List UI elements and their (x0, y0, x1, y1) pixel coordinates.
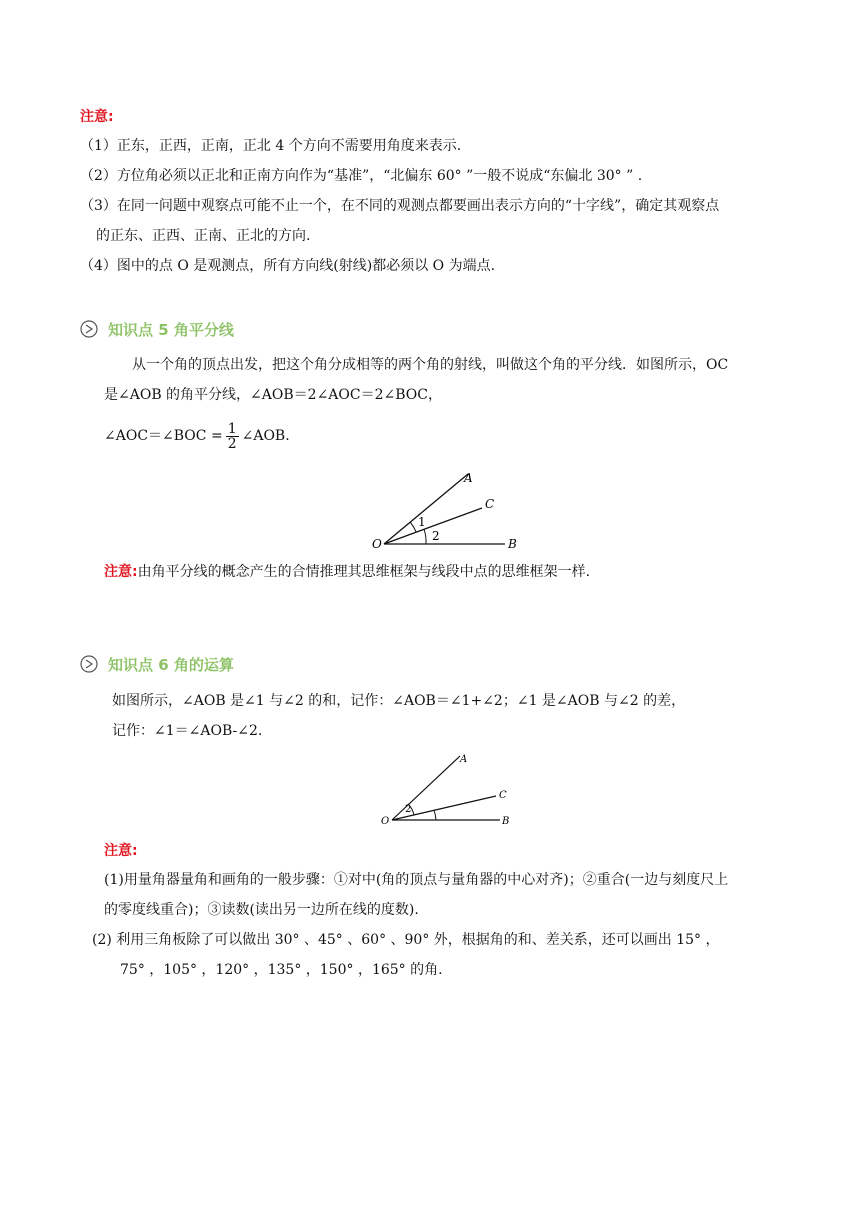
note-label: 注意: (104, 843, 138, 859)
label-O: O (372, 537, 382, 551)
note-item-4: （4）图中的点 O 是观测点，所有方向线(射线)都必须以 O 为端点. (80, 258, 496, 274)
note-item-1: （1）正东，正西，正南，正北 4 个方向不需要用角度来表示. (80, 138, 462, 154)
section5-para-1: 从一个角的顶点出发，把这个角分成相等的两个角的射线，叫做这个角的平分线．如图所示，OC (132, 357, 729, 373)
note-label: 注意: (104, 564, 138, 580)
angle-arc-1 (434, 810, 436, 820)
fraction-numerator: 1 (227, 420, 237, 437)
section-title-6: 知识点 6 角的运算 (108, 656, 234, 674)
angle-bisector-figure (360, 462, 530, 554)
angle-arc-1 (410, 522, 416, 532)
label-B: B (502, 816, 510, 826)
section6-note-item-2-cont: 75° ，105° ，120° ，135° ，150° ，165° 的角. (120, 962, 443, 978)
label-angle-1: 1 (418, 515, 426, 529)
label-O: O (381, 816, 390, 826)
section6-note-item-1: (1)用量角器量角和画角的一般步骤：①对中(角的顶点与量角器的中心对齐)；②重合(一边与刻度尺上 (104, 872, 729, 888)
equation-right: ∠AOB. (241, 428, 290, 444)
angle-sum-figure (372, 748, 522, 826)
label-C: C (485, 497, 495, 511)
label-A: A (464, 471, 473, 485)
label-B: B (508, 537, 517, 551)
label-angle-2: 2 (432, 529, 440, 543)
circled-arrow-icon (80, 655, 98, 673)
fraction (226, 422, 239, 451)
section5-note (104, 562, 590, 582)
fraction-denominator: 2 (227, 435, 237, 452)
note-item-3-cont: 的正东、正西、正南、正北的方向. (96, 228, 311, 244)
equation-left: ∠AOC＝∠BOC = (104, 428, 223, 444)
section5-equation (104, 420, 290, 452)
ray-OA (384, 474, 468, 544)
label-angle-2: 2 (405, 804, 412, 815)
note-text: 由角平分线的概念产生的合情推理其思维框架与线段中点的思维框架一样. (137, 564, 591, 580)
note-item-2: （2）方位角必须以正北和正南方向作为“基准”，“北偏东 60° ”一般不说成“东偏北 30° ” . (80, 168, 643, 184)
angle-arc-2 (424, 529, 426, 544)
note-label: 注意: (80, 109, 114, 125)
label-A: A (460, 754, 468, 765)
section6-para-1: 如图所示，∠AOB 是∠1 与∠2 的和，记作：∠AOB＝∠1+∠2；∠1 是∠AOB 与∠2 的差， (112, 693, 686, 709)
section5-para-2: 是∠AOB 的角平分线，∠AOB＝2∠AOC＝2∠BOC， (104, 387, 442, 403)
circled-arrow-icon (80, 320, 98, 338)
ray-OA (392, 756, 460, 820)
note-item-3: （3）在同一问题中观察点可能不止一个，在不同的观测点都要画出表示方向的“十字线”，确定其观察点 (80, 198, 720, 214)
section6-note-item-2: (2) 利用三角板除了可以做出 30° 、45° 、60° 、90° 外，根据角的和、差关系，还可以画出 15° ， (92, 932, 720, 948)
section6-para-2: 记作：∠1＝∠AOB-∠2. (112, 723, 263, 739)
label-C: C (499, 790, 507, 801)
section-title-5: 知识点 5 角平分线 (108, 321, 234, 339)
section6-note-item-1-cont: 的零度线重合)；③读数(读出另一边所在线的度数). (104, 902, 419, 918)
